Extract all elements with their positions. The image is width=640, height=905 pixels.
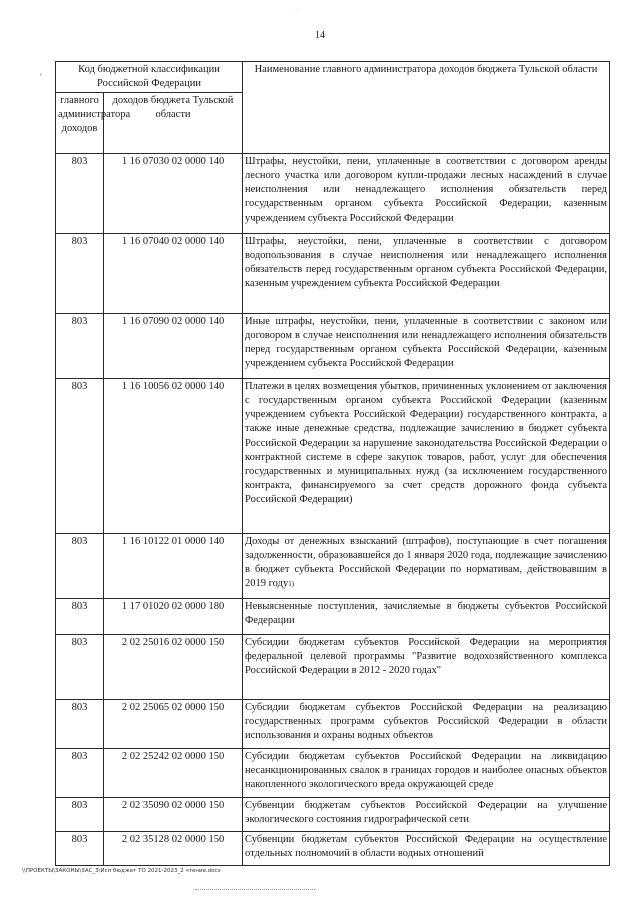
table-row: [56, 154, 610, 234]
admin-column-header: главного администратора доходов: [56, 93, 104, 154]
income-column-header: доходов бюджета Тульской области: [104, 93, 243, 154]
table-row: [56, 599, 610, 635]
admin-code-cell: 803: [56, 749, 104, 798]
income-name-cell: [243, 534, 610, 599]
income-name-text: Субсидии бюджетам субъектов Российской Федерации на ликвидацию несанкционированных свалок в границах городов и наиболее опасных объектов накопленного экологического вреда окружающей среде: [245, 751, 607, 791]
name-column-header: Наименование главного администратора доходов бюджета Тульской области: [243, 62, 610, 154]
table-row: [56, 314, 610, 379]
income-name-cell: [243, 314, 610, 379]
scan-artifact-bottom: [195, 889, 315, 890]
income-name-text: Платежи в целях возмещения убытков, причиненных уклонением от заключения с государственным органом субъекта Российской Федерации (казенным учреждением субъекта Российской Федерации) государственного контракта, а также иные денежные средства, подлежащие зачислению в бюджет субъекта Российской Федерации за нарушение законодательства Российской Федерации о контрактной системе в сфере закупок товаров, работ, услуг для обеспечения государственных и муниципальных нужд (за исключением государственного контракта, финансируемого за счет средств дорожного фонда субъекта Российской Федерации): [245, 381, 607, 505]
footer-file-path: \\ПРОЕКТЫ\ЗАКОНЫ\ЗАС_3\Исп бюджет ТО 2021-2023_2 чтение.docx: [22, 868, 221, 874]
page-number: 14: [315, 30, 325, 41]
table-row: [56, 749, 610, 798]
admin-code-cell: 803: [56, 534, 104, 599]
table-row: [56, 379, 610, 534]
admin-code-cell: 803: [56, 314, 104, 379]
table-header-row: [56, 62, 610, 93]
income-name-cell: [243, 154, 610, 234]
admin-code-cell: 803: [56, 234, 104, 314]
income-name-text: Невыясненные поступления, зачисляемые в бюджеты субъектов Российской Федерации: [245, 601, 607, 627]
income-name-cell: [243, 599, 610, 635]
income-code-cell: 1 16 07030 02 0000 140: [104, 154, 243, 234]
admin-code-cell: 803: [56, 599, 104, 635]
income-name-cell: [243, 798, 610, 832]
income-code-cell: 1 17 01020 02 0000 180: [104, 599, 243, 635]
income-name-cell: [243, 832, 610, 866]
income-name-cell: [243, 749, 610, 798]
admin-code-cell: 803: [56, 798, 104, 832]
income-code-cell: 2 02 25242 02 0000 150: [104, 749, 243, 798]
kbk-group-header: Код бюджетной классификации Российской Федерации: [56, 62, 243, 93]
income-name-cell: [243, 635, 610, 700]
income-name-text: Субсидии бюджетам субъектов Российской Федерации на реализацию государственных программ субъектов Российской Федерации в области использования и охраны водных объектов: [245, 702, 607, 742]
income-name-text: Субвенции бюджетам субъектов Российской Федерации на осуществление отдельных полномочий в области водных отношений: [245, 834, 607, 860]
income-name-text: Штрафы, неустойки, пени, уплаченные в соответствии с договором водопользования в случае неисполнения или ненадлежащего исполнения обязательств перед государственным органом субъекта Российской Федерации, казенным учреждением субъекта Российской Федерации: [245, 236, 607, 290]
income-code-cell: 1 16 07090 02 0000 140: [104, 314, 243, 379]
income-name-text: Субсидии бюджетам субъектов Российской Федерации на мероприятия федеральной целевой программы "Развитие водохозяйственного комплекса Российской Федерации в 2012 - 2020 годах": [245, 637, 607, 677]
margin-mark: ′: [40, 72, 42, 82]
table-row: [56, 798, 610, 832]
income-name-text: Доходы от денежных взысканий (штрафов), поступающие в счет погашения задолженности, образовавшейся до 1 января 2020 года, подлежащие зачислению в бюджет субъекта Российской Федерации по нормативам, действовавшим в 2019 году: [245, 536, 607, 590]
income-code-cell: 2 02 35128 02 0000 150: [104, 832, 243, 866]
admin-code-cell: 803: [56, 379, 104, 534]
income-name-text: Субвенции бюджетам субъектов Российской Федерации на улучшение экологического состояния гидрографической сети: [245, 800, 607, 826]
footnote-marker: 1): [288, 580, 295, 589]
table-row: [56, 635, 610, 700]
income-name-cell: [243, 234, 610, 314]
income-code-cell: 1 16 10056 02 0000 140: [104, 379, 243, 534]
table-row: [56, 534, 610, 599]
income-name-text: Штрафы, неустойки, пени, уплаченные в соответствии с договором аренды лесного участка или договором купли-продажи лесных насаждений в случае неисполнения или ненадлежащего исполнения обязательств перед государственным органом субъекта Российской Федерации, казенным учреждением субъекта Российской Федерации: [245, 156, 607, 224]
income-code-cell: 2 02 25016 02 0000 150: [104, 635, 243, 700]
income-code-cell: 2 02 35090 02 0000 150: [104, 798, 243, 832]
admin-code-cell: 803: [56, 832, 104, 866]
income-code-cell: 1 16 07040 02 0000 140: [104, 234, 243, 314]
income-code-cell: 1 16 10122 01 0000 140: [104, 534, 243, 599]
income-name-cell: [243, 700, 610, 749]
admin-code-cell: 803: [56, 154, 104, 234]
table-row: [56, 832, 610, 866]
budget-classification-table: [55, 61, 610, 866]
scan-artifact: · · ·: [290, 8, 299, 14]
admin-code-cell: 803: [56, 700, 104, 749]
income-code-cell: 2 02 25065 02 0000 150: [104, 700, 243, 749]
admin-code-cell: 803: [56, 635, 104, 700]
table-row: [56, 700, 610, 749]
income-name-cell: [243, 379, 610, 534]
table-row: [56, 234, 610, 314]
income-name-text: Иные штрафы, неустойки, пени, уплаченные в соответствии с законом или договором в случае неисполнения или ненадлежащего исполнения обязательств перед государственным органом субъекта Российской Федерации, казенным учреждением субъекта Российской Федерации: [245, 316, 607, 370]
